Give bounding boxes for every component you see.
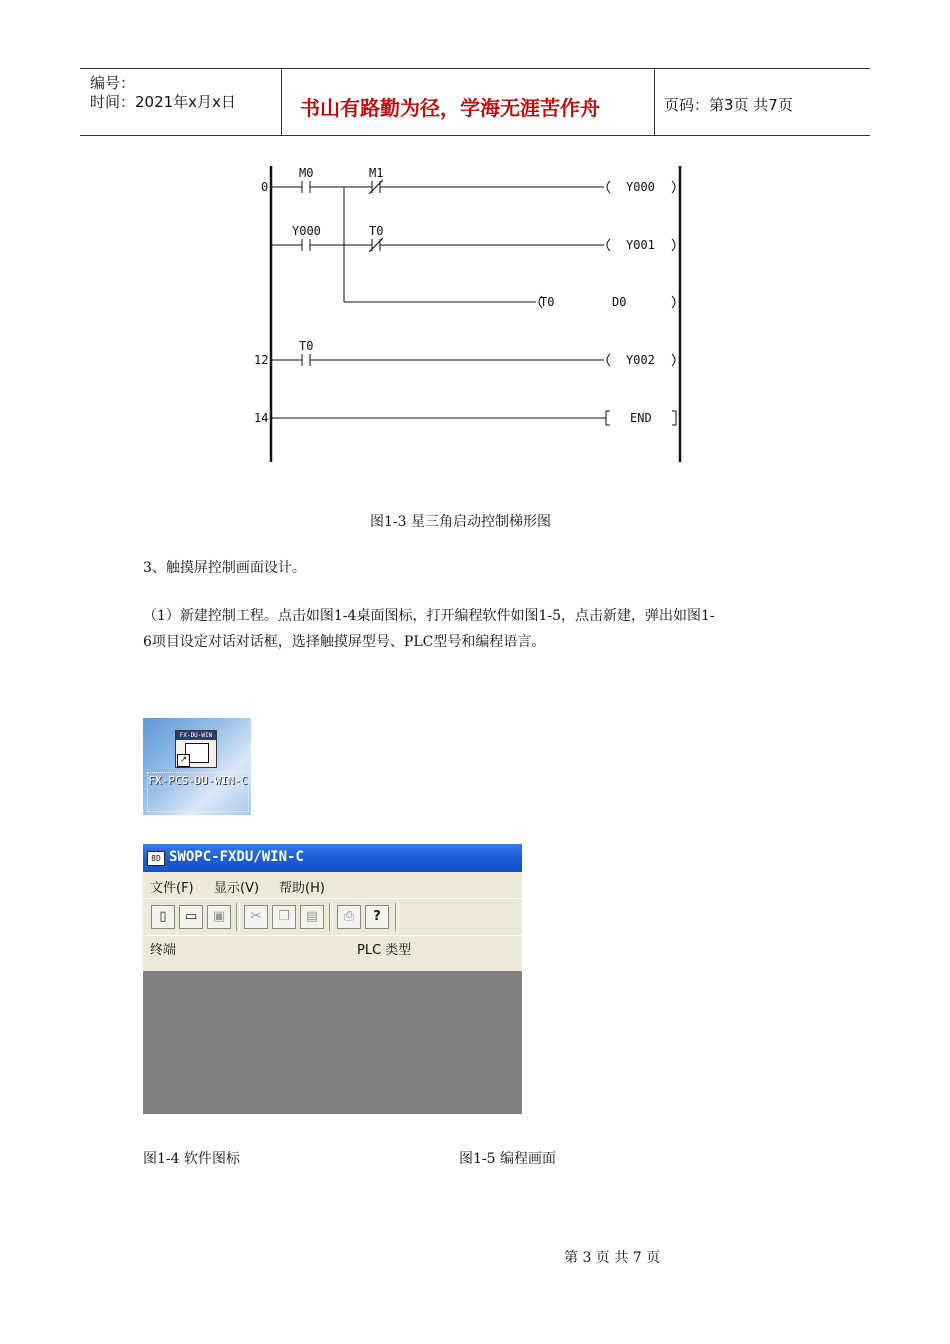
menu-help[interactable]: 帮助(H) [279,881,325,896]
contact-label-y000: Y000 [292,224,321,238]
menu-file[interactable]: 文件(F) [150,881,194,896]
coil-label-y000: Y000 [626,180,655,194]
app-icon: 8D [147,851,165,866]
header-bottom-rule [80,135,870,136]
menu-view[interactable]: 显示(V) [214,881,260,896]
page-footer: 第 3 页 共 7 页 [564,1250,661,1266]
column-terminal[interactable]: 终端 [150,943,177,958]
contact-label-m0: M0 [299,166,314,180]
coil-label-end: END [630,411,652,425]
desktop-background [143,718,251,815]
save-icon[interactable]: ▣ [207,905,231,929]
figure-caption-1-5: 图1-5 编程画面 [459,1151,556,1167]
new-file-icon[interactable]: ▯ [151,905,175,929]
ladder-diagram [248,160,698,470]
paragraph-1-line-1: （1）新建控制工程。点击如图1-4桌面图标，打开编程软件如图1-5，点击新建，弹出如图1- [143,608,715,624]
paste-icon[interactable]: ▤ [300,905,324,929]
print-icon[interactable]: ⎙ [337,905,361,929]
help-icon[interactable]: ? [365,905,389,929]
coil-label-t0: T0 [540,295,555,309]
step-number-12: 12 [254,353,269,367]
software-shortcut-icon[interactable] [175,730,217,768]
window-client-area [143,971,522,1114]
document-number-label: 编号： [90,74,136,92]
coil-label-y002: Y002 [626,353,655,367]
menu-bar [143,872,522,898]
header-top-rule [80,68,870,69]
contact-label-t0: T0 [299,339,314,353]
open-folder-icon[interactable]: ▭ [179,905,203,929]
toolbar-separator [329,903,333,931]
toolbar-separator [236,903,240,931]
contact-label-t0-nc: T0 [369,224,384,238]
step-number-0: 0 [261,180,269,194]
software-window [143,844,522,1114]
header-motto: 书山有路勤为径，学海无涯苦作舟 [300,96,600,120]
figure-caption-1-4: 图1-4 软件图标 [143,1151,240,1167]
section-heading-3: 3、触摸屏控制画面设计。 [143,560,306,576]
document-time-label: 时间：2021年x月x日 [90,93,236,111]
icon-badge: FX-DU-WIN [176,731,216,740]
window-titlebar[interactable] [143,844,522,872]
window-title: SWOPC-FXDU/WIN-C [169,849,304,865]
step-number-14: 14 [254,411,269,425]
figure-caption-1-3: 图1-3 星三角启动控制梯形图 [370,514,551,530]
contact-label-m1: M1 [369,166,384,180]
coil-label-d0: D0 [612,295,627,309]
toolbar-separator [395,903,399,931]
coil-label-y001: Y001 [626,238,655,252]
copy-icon[interactable]: ❐ [272,905,296,929]
list-column-header [143,935,522,972]
column-plc-type[interactable]: PLC 类型 [357,943,412,958]
header-page-info: 页码：第3页 共7页 [664,96,793,114]
header-divider-right [654,68,655,136]
shortcut-label[interactable]: FX-PCS-DU-WIN-C [147,772,249,812]
shortcut-arrow-icon: ↗ [177,754,190,767]
paragraph-1-line-2: 6项目设定对话对话框，选择触摸屏型号、PLC型号和编程语言。 [143,634,546,650]
header-divider-left [281,68,282,136]
cut-icon[interactable]: ✂ [244,905,268,929]
toolbar [143,898,522,935]
